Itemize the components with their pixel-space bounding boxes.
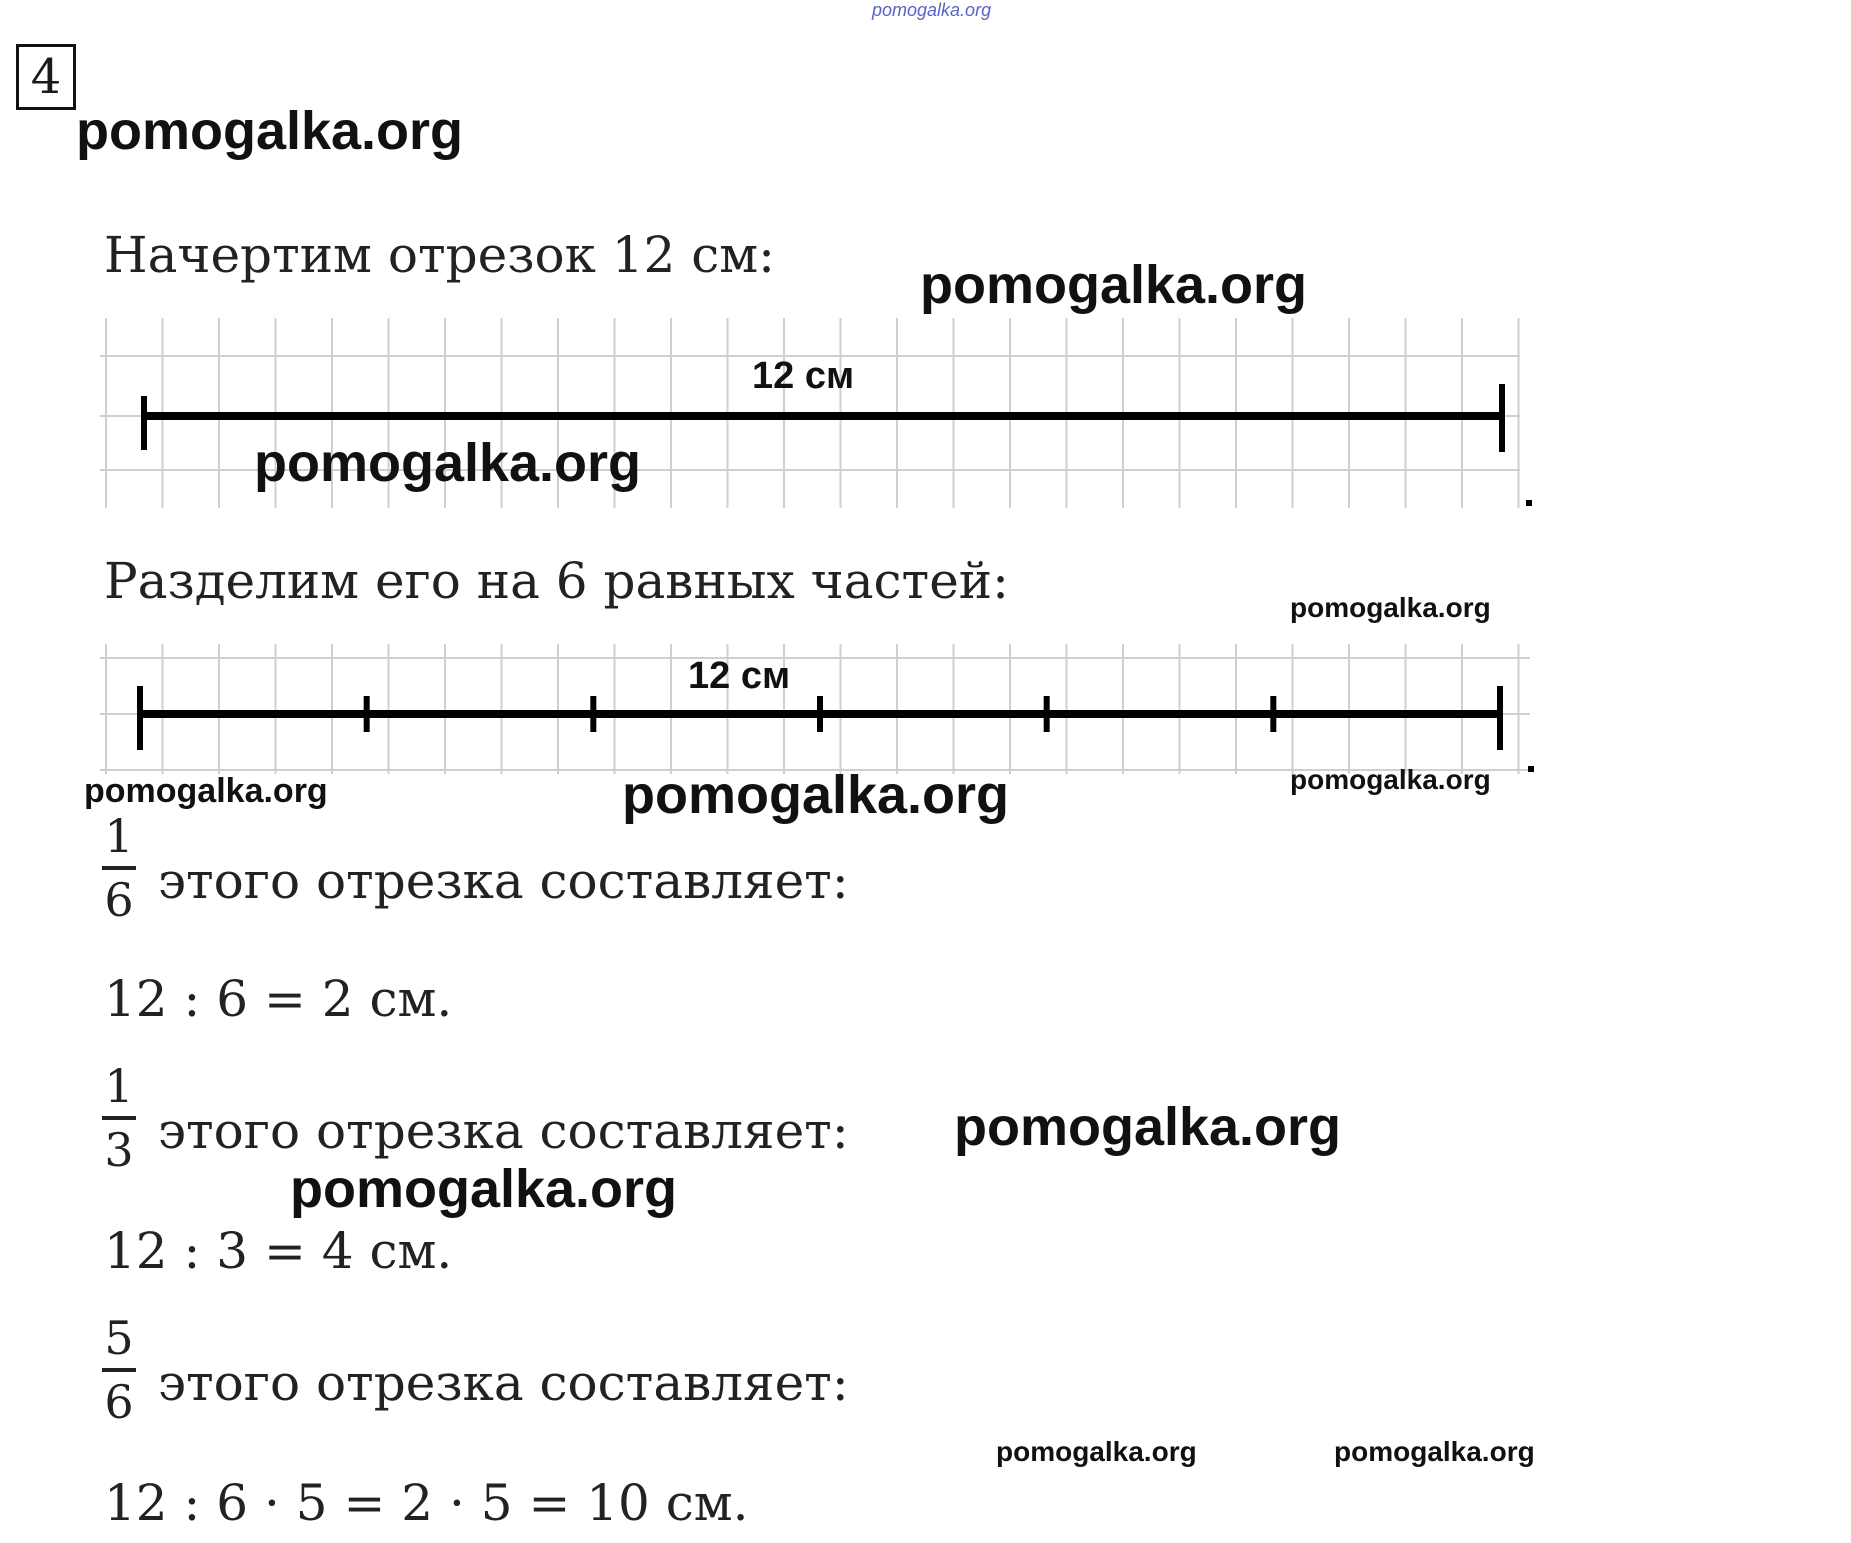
segment2-diagram — [100, 644, 1540, 774]
fraction-denominator: 6 — [104, 873, 134, 927]
segment1-label: 12 см — [752, 355, 855, 397]
watermark: pomogalka.org — [920, 255, 1308, 315]
watermark: pomogalka.org — [1290, 764, 1491, 795]
fraction-numerator: 5 — [104, 1311, 134, 1365]
watermark: pomogalka.org — [290, 1159, 678, 1219]
step1-text: Начертим отрезок 12 см: — [104, 226, 775, 284]
watermark: pomogalka.org — [76, 101, 464, 161]
step2-text: Разделим его на 6 равных частей: — [104, 552, 1009, 610]
fraction-numerator: 1 — [104, 809, 134, 863]
block2-calc: 12 : 3 = 4 см. — [104, 1222, 453, 1280]
segment2-label: 12 см — [688, 655, 791, 697]
end-dot — [1526, 500, 1532, 506]
fraction-bar — [102, 1116, 136, 1120]
fraction-5-6 — [96, 1312, 142, 1428]
block1-calc: 12 : 6 = 2 см. — [104, 970, 453, 1028]
fraction-1-6 — [96, 810, 142, 926]
fraction-bar — [102, 1368, 136, 1372]
top-watermark: pomogalka.org — [872, 0, 992, 20]
block3-text: этого отрезка составляет: — [158, 1354, 849, 1412]
watermark: pomogalka.org — [1334, 1436, 1535, 1467]
watermark: pomogalka.org — [622, 765, 1010, 825]
watermark: pomogalka.org — [1290, 592, 1491, 623]
block3-calc: 12 : 6 · 5 = 2 · 5 = 10 см. — [104, 1474, 749, 1532]
end-dot — [1528, 766, 1534, 772]
watermark: pomogalka.org — [996, 1436, 1197, 1467]
fraction-denominator: 6 — [104, 1375, 134, 1429]
fraction-denominator: 3 — [104, 1123, 134, 1177]
block2-text: этого отрезка составляет: — [158, 1102, 849, 1160]
watermark: pomogalka.org — [84, 772, 328, 810]
fraction-bar — [102, 866, 136, 870]
fraction-1-3 — [96, 1060, 142, 1176]
fraction-numerator: 1 — [104, 1059, 134, 1113]
watermark: pomogalka.org — [254, 433, 642, 493]
task-number-box: 4 — [16, 44, 76, 110]
block1-text: этого отрезка составляет: — [158, 852, 849, 910]
watermark: pomogalka.org — [954, 1097, 1342, 1157]
